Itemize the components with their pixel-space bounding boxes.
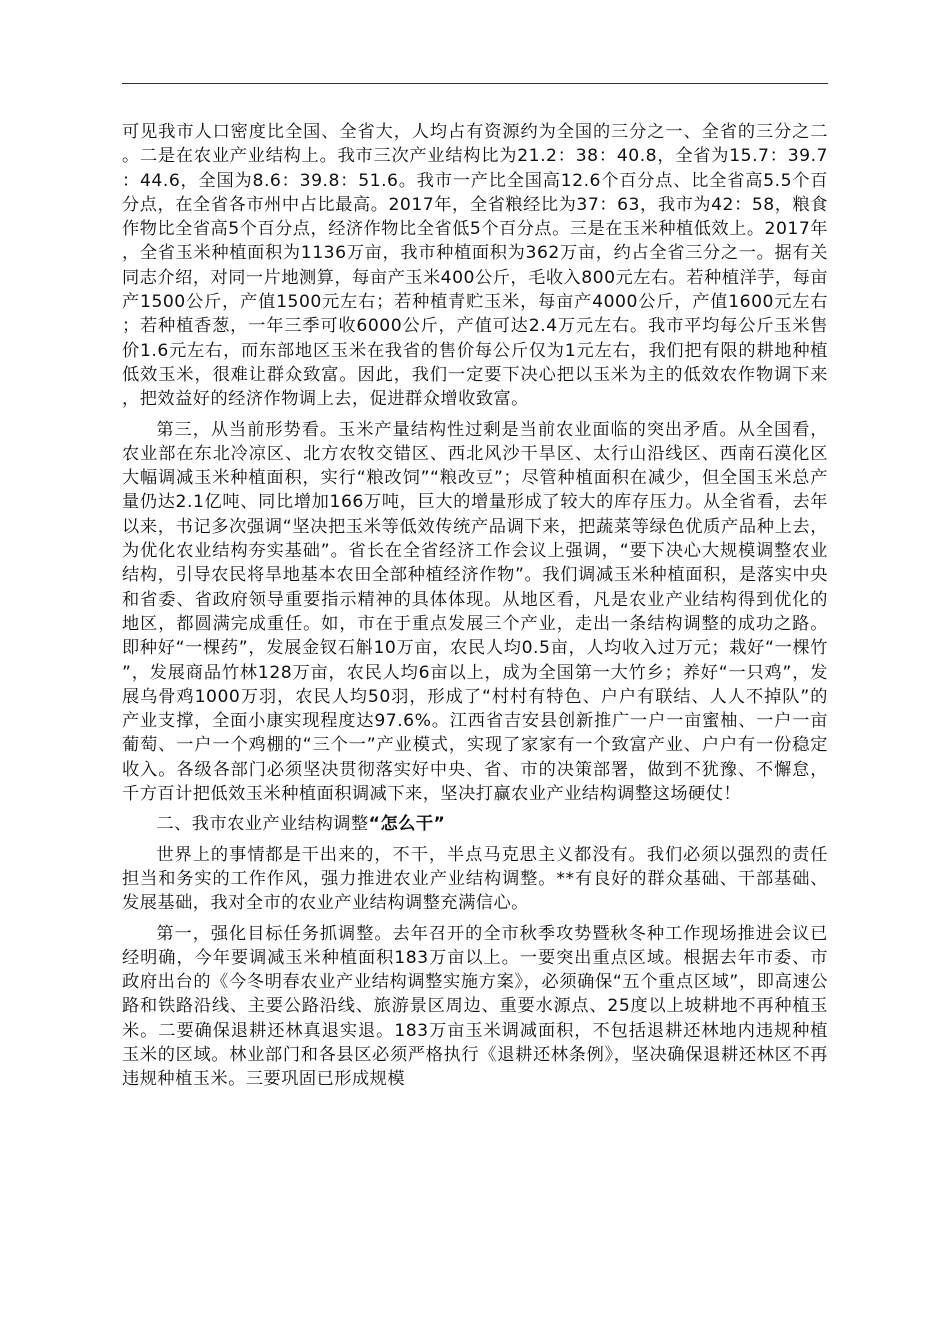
header-rule (122, 83, 828, 84)
paragraph-population-density: 可见我市人口密度比全国、全省大，人均占有资源约为全国的三分之一、全省的三分之二。二是在农业产业结构上。我市三次产业结构比为21.2：38：40.8，全省为15.7：39.7：44.6，全国为8.6：39.8：51.6。我市一产比全国高12.6个百分点、比全省高5.5个百分点，在全省各市州中占比最高。2017年，全省粮经比为37：63，我市为42：58，粮食作物比全省高5个百分点，经济作物比全省低5个百分点。三是在玉米种植低效上。2017年，全省玉米种植面积为1136万亩，我市种植面积为362万亩，约占全省三分之一。据有关同志介绍，对同一片地测算，每亩产玉米400公斤，毛收入800元左右。若种植洋芋，每亩产1500公斤，产值1500元左右；若种植青贮玉米，每亩产4000公斤，产值1600元左右；若种植香葱，一年三季可收6000公斤，产值可达2.4万元左右。我市平均每公斤玉米售价1.6元左右，而东部地区玉米在我省的售价每公斤仅为1元左右，我们把有限的耕地种植低效玉米，很难让群众致富。因此，我们一定要下决心把以玉米为主的低效农作物调下来，把效益好的经济作物调上去，促进群众增收致富。 (122, 122, 828, 410)
document-body (122, 120, 828, 1092)
paragraph-work-attitude: 世界上的事情都是干出来的，不干，半点马克思主义都没有。我们必须以强烈的责任担当和务实的工作作风，强力推进农业产业结构调整。**有良好的群众基础、干部基础、发展基础，我对全市的农业产业结构调整充满信心。 (122, 844, 828, 914)
paragraph-current-situation: 第三，从当前形势看。玉米产量结构性过剩是当前农业面临的突出矛盾。从全国看，农业部在东北冷凉区、北方农牧交错区、西北风沙干旱区、太行山沿线区、西南石漠化区大幅调减玉米种植面积，实行“粮改饲”“粮改豆”；尽管种植面积在减少，但全国玉米总产量仍达2.1亿吨、同比增加166万吨，巨大的增量形成了较大的库存压力。从全省看，去年以来，书记多次强调“坚决把玉米等低效传统产品调下来，把蔬菜等绿色优质产品种上去，为优化农业结构夯实基础”。省长在全省经济工作会议上强调，“要下决心大规模调整农业结构，引导农民将旱地基本农田全部种植经济作物”。我们调减玉米种植面积，是落实中央和省委、省政府领导重要指示精神的具体体现。从地区看，凡是农业产业结构得到优化的地区，都圆满完成重任。如，市在于重点发展三个产业，走出一条结构调整的成功之路。即种好“一棵药”，发展金钗石斛10万亩，农民人均0.5亩，人均收入过万元；栽好“一棵竹”，发展商品竹林128万亩，农民人均6亩以上，成为全国第一大竹乡；养好“一只鸡”，发展乌骨鸡1000万羽，农民人均50羽，形成了“村村有特色、户户有联结、人人不掉队”的产业支撑，全面小康实现程度达97.6%。江西省吉安县创新推广一户一亩蜜柚、一户一亩葡萄、一户一个鸡棚的“三个一”产业模式，实现了家家有一个致富产业、户户有一份稳定收入。各级各部门必须坚决贯彻落实好中央、省、市的决策部署，做到不犹豫、不懈怠，千方百计把低效玉米种植面积调减下来，坚决打赢农业产业结构调整这场硬仗！ (122, 419, 828, 805)
section-heading-text: 二、我市农业产业结构调整 (156, 814, 369, 835)
paragraph-targets: 第一，强化目标任务抓调整。去年召开的全市秋季攻势暨秋冬种工作现场推进会议已经明确，今年要调减玉米种植面积183万亩以上。一要突出重点区域。根据去年市委、市政府出台的《今冬明春农业产业结构调整实施方案》，必须确保“五个重点区域”，即高速公路和铁路沿线、主要公路沿线、旅游景区周边、重要水源点、25度以上坡耕地不再种植玉米。二要确保退耕还林真退实退。183万亩玉米调减面积，不包括退耕还林地内违规种植玉米的区域。林业部门和各县区必须严格执行《退耕还林条例》，坚决确保退耕还林区不再违规种植玉米。三要巩固已形成规模 (122, 923, 828, 1090)
section-heading-emphasis: “怎么干” (368, 814, 446, 835)
section-heading (122, 812, 828, 836)
